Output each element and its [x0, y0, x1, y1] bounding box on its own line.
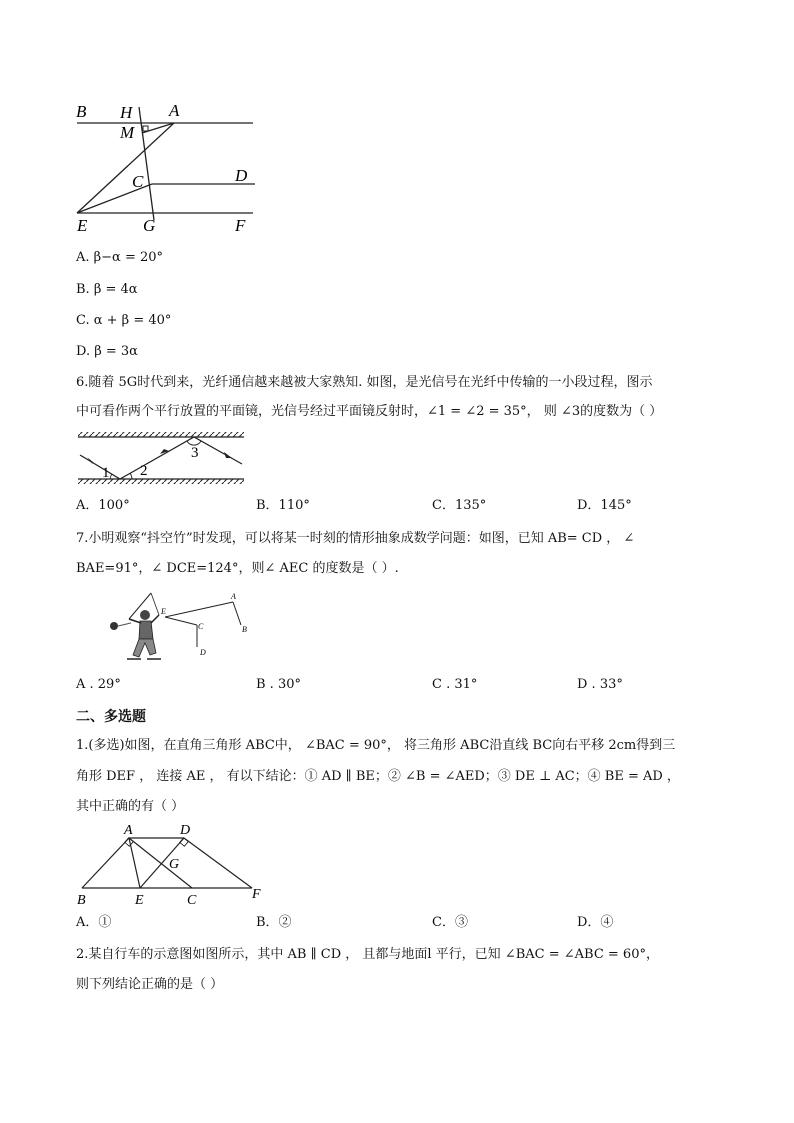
q5-label-a: A [169, 101, 180, 120]
m1-option-d[interactable]: D．④ [577, 915, 614, 930]
m1-stem-line1: 1.(多选)如图，在直角三角形 ABC中， ∠BAC = 90°， 将三角形 ABC沿直线 BC向右平移 2cm得到三 [76, 738, 676, 753]
q6-angle-label-2: 2 [140, 463, 148, 479]
m1-label-g: G [169, 857, 180, 872]
q5-label-b: B [76, 102, 87, 121]
q5-option-d[interactable]: D. β = 3α [76, 344, 138, 359]
q7-option-a[interactable]: A . 29° [76, 677, 121, 692]
q5-label-c: C [132, 172, 144, 191]
q7-stem-line2: BAE=91°，∠ DCE=124°，则∠ AEC 的度数是（ ）. [76, 561, 399, 576]
m1-stem-line3: 其中正确的有（ ） [76, 799, 185, 814]
q5-option-c[interactable]: C. α + β = 40° [76, 313, 172, 328]
q5-label-h: H [120, 103, 133, 122]
q5-label-g: G [143, 216, 156, 235]
q6-option-d[interactable]: D．145° [577, 498, 632, 513]
q7-label-b: B [242, 625, 247, 634]
q6-stem-line2: 中可看作两个平行放置的平面镜，光信号经过平面镜反射时，∠1 = ∠2 = 35°， 则 ∠3的度数为（ ） [76, 404, 663, 419]
q7-diabolo-figure [103, 589, 263, 665]
q6-option-a[interactable]: A．100° [76, 498, 130, 513]
m1-triangle-translation-figure [74, 820, 270, 908]
q5-geometry-figure [70, 95, 270, 240]
q5-option-b[interactable]: B. β = 4α [76, 282, 138, 297]
m1-label-e: E [135, 893, 144, 908]
q5-option-a[interactable]: A. β−α = 20° [76, 250, 164, 265]
m1-stem-line2: 角形 DEF ， 连接 AE ， 有以下结论：① AD ∥ BE；② ∠B = ∠AED；③ DE ⊥ AC；④ BE = AD ， [76, 769, 680, 784]
q6-angle-label-3: 3 [191, 445, 199, 461]
m1-label-a: A [124, 823, 133, 838]
q6-optical-fiber-figure [74, 428, 250, 490]
m1-label-b: B [77, 893, 86, 908]
q7-label-e: E [161, 607, 166, 616]
q7-option-d[interactable]: D . 33° [577, 677, 623, 692]
m2-stem-line2: 则下列结论正确的是（ ） [76, 977, 224, 992]
q7-option-c[interactable]: C . 31° [432, 677, 478, 692]
q6-option-b[interactable]: B．110° [256, 498, 310, 513]
q5-label-m: M [120, 123, 135, 142]
q7-label-a: A [231, 592, 236, 601]
m2-stem-line1: 2.某自行车的示意图如图所示，其中 AB ∥ CD ， 且都与地面l 平行，已知 ∠BAC = ∠ABC = 60°， [76, 947, 659, 962]
q6-stem-line1: 6.随着 5G时代到来，光纤通信越来越被大家熟知. 如图，是光信号在光纤中传输的一小段过程，图示 [76, 375, 653, 390]
section-title-multiple-choice: 二、多选题 [76, 709, 146, 725]
q5-label-e: E [77, 216, 88, 235]
m1-option-b[interactable]: B．② [256, 915, 292, 930]
q5-label-d: D [235, 166, 248, 185]
q6-option-c[interactable]: C．135° [432, 498, 487, 513]
q6-angle-label-1: 1 [102, 465, 110, 481]
m1-option-a[interactable]: A．① [76, 915, 112, 930]
q7-stem-line1: 7.小明观察“抖空竹”时发现，可以将某一时刻的情形抽象成数学问题：如图，已知 AB= CD ， ∠ [76, 531, 635, 546]
q7-option-b[interactable]: B . 30° [256, 677, 301, 692]
q5-label-f: F [235, 216, 246, 235]
m1-label-c: C [187, 893, 197, 908]
q7-label-d: D [200, 648, 206, 657]
m1-label-f: F [252, 887, 261, 902]
q7-label-c: C [198, 622, 204, 631]
m1-option-c[interactable]: C．③ [432, 915, 468, 930]
m1-label-d: D [180, 823, 191, 838]
